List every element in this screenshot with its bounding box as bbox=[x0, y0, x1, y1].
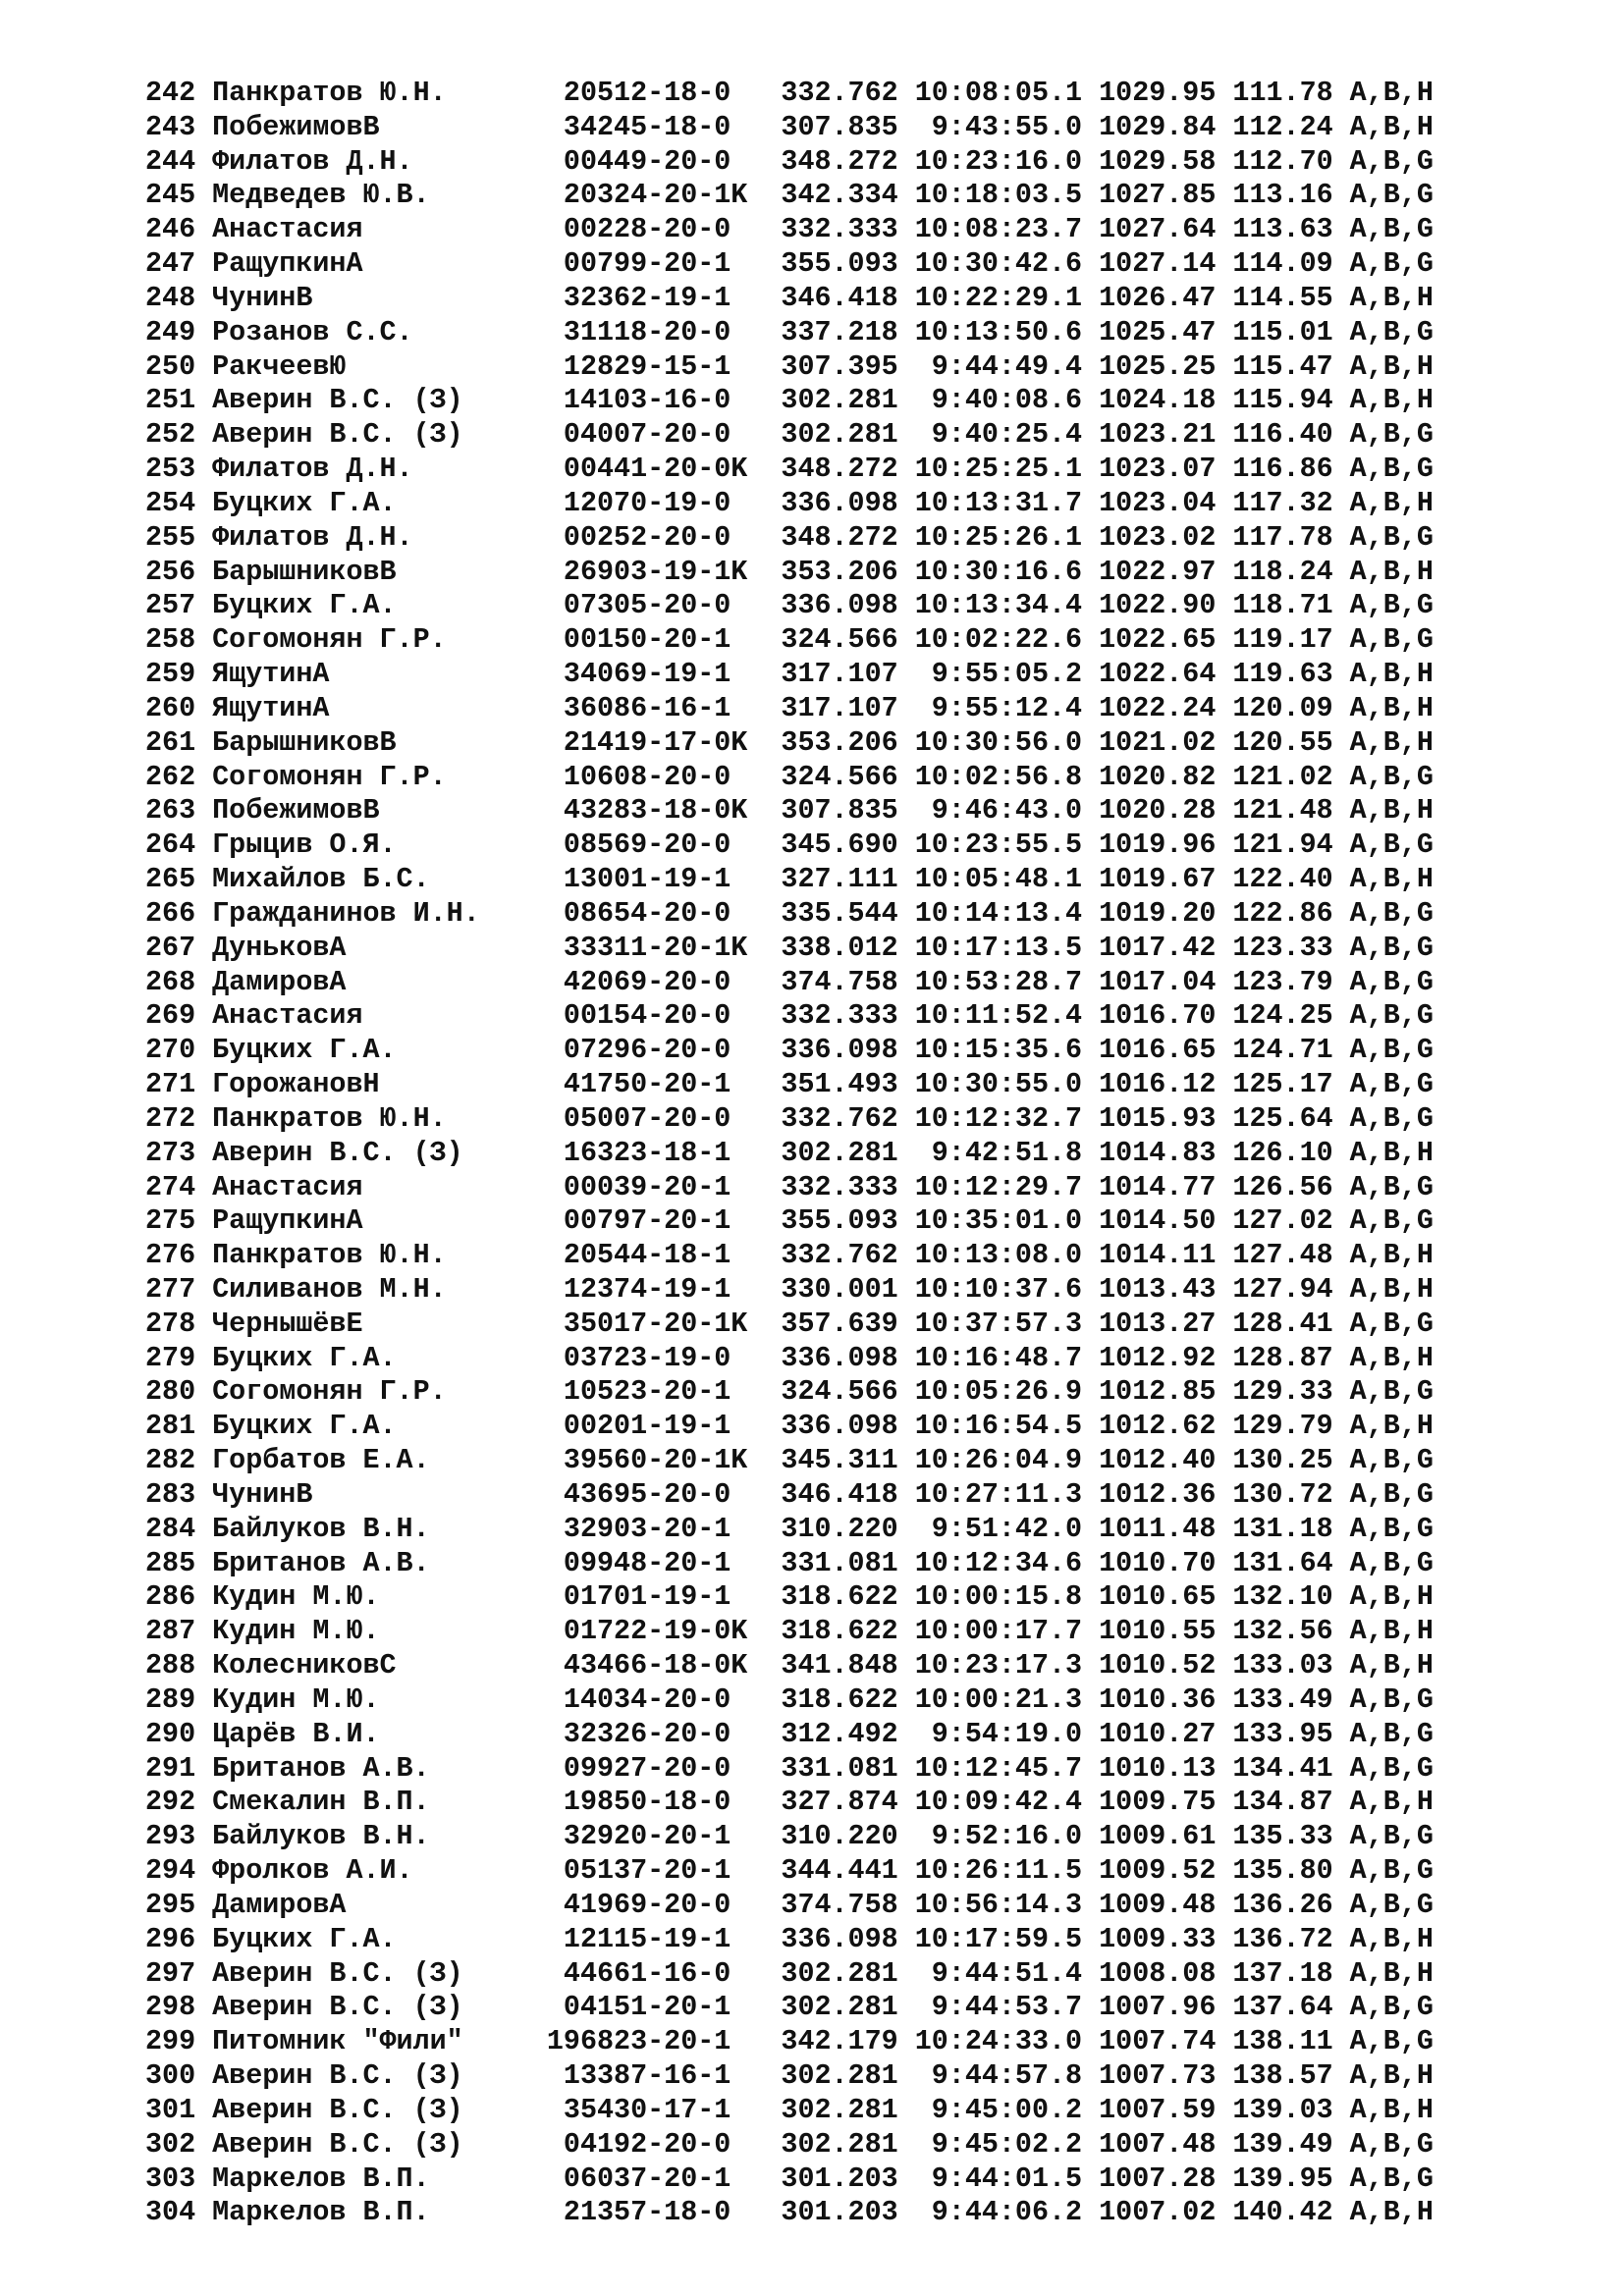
result-row: 242 Панкратов Ю.Н. 20512-18-0 332.762 10:08:05.1 1029.95 111.78 A,B,H bbox=[145, 77, 1434, 109]
result-row: 247 РащупкинА 00799-20-1 355.093 10:30:42.6 1027.14 114.09 A,B,G bbox=[145, 247, 1434, 281]
result-row: 276 Панкратов Ю.Н. 20544-18-1 332.762 10:13:08.0 1014.11 127.48 A,B,H bbox=[145, 1239, 1434, 1272]
result-row: 298 Аверин В.С. (З) 04151-20-1 302.281 9:44:53.7 1007.96 137.64 A,B,G bbox=[145, 1991, 1434, 2024]
result-row: 244 Филатов Д.Н. 00449-20-0 348.272 10:23:16.0 1029.58 112.70 A,B,G bbox=[145, 144, 1434, 178]
result-row: 300 Аверин В.С. (З) 13387-16-1 302.281 9:44:57.8 1007.73 138.57 A,B,H bbox=[145, 2059, 1434, 2093]
result-row: 292 Смекалин В.П. 19850-18-0 327.874 10:09:42.4 1009.75 134.87 A,B,H bbox=[145, 1786, 1434, 1819]
result-row: 278 ЧернышёвЕ 35017-20-1K 357.639 10:37:57.3 1013.27 128.41 A,B,G bbox=[145, 1307, 1434, 1340]
result-row: 264 Грыцив О.Я. 08569-20-0 345.690 10:23:55.5 1019.96 121.94 A,B,G bbox=[145, 828, 1434, 862]
result-row: 287 Кудин М.Ю. 01722-19-0K 318.622 10:00:17.7 1010.55 132.56 A,B,H bbox=[145, 1615, 1434, 1648]
result-row: 269 Анастасия 00154-20-0 332.333 10:11:52.4 1016.70 124.25 A,B,G bbox=[145, 999, 1434, 1033]
result-row: 277 Силиванов М.Н. 12374-19-1 330.001 10:10:37.6 1013.43 127.94 A,B,H bbox=[145, 1272, 1434, 1306]
result-row: 246 Анастасия 00228-20-0 332.333 10:08:23.7 1027.64 113.63 A,B,G bbox=[145, 213, 1434, 246]
result-row: 248 ЧунинВ 32362-19-1 346.418 10:22:29.1 1026.47 114.55 A,B,H bbox=[145, 281, 1434, 314]
result-row: 260 ЯщутинА 36086-16-1 317.107 9:55:12.4 1022.24 120.09 A,B,H bbox=[145, 691, 1434, 724]
result-row: 251 Аверин В.С. (З) 14103-16-0 302.281 9:40:08.6 1024.18 115.94 A,B,H bbox=[145, 384, 1434, 417]
result-row: 262 Согомонян Г.Р. 10608-20-0 324.566 10:02:56.8 1020.82 121.02 A,B,G bbox=[145, 760, 1434, 793]
result-row: 282 Горбатов Е.А. 39560-20-1K 345.311 10:26:04.9 1012.40 130.25 A,B,G bbox=[145, 1444, 1434, 1477]
result-row: 289 Кудин М.Ю. 14034-20-0 318.622 10:00:21.3 1010.36 133.49 A,B,G bbox=[145, 1682, 1434, 1716]
result-row: 261 БарышниковВ 21419-17-0K 353.206 10:30:56.0 1021.02 120.55 A,B,H bbox=[145, 725, 1434, 759]
result-row: 266 Гражданинов И.Н. 08654-20-0 335.544 10:14:13.4 1019.20 122.86 A,B,G bbox=[145, 896, 1434, 930]
result-row: 249 Розанов С.С. 31118-20-0 337.218 10:13:50.6 1025.47 115.01 A,B,G bbox=[145, 315, 1434, 348]
result-row: 288 КолесниковС 43466-18-0K 341.848 10:23:17.3 1010.52 133.03 A,B,H bbox=[145, 1649, 1434, 1682]
result-row: 243 ПобежимовВ 34245-18-0 307.835 9:43:55.0 1029.84 112.24 A,B,H bbox=[145, 110, 1434, 143]
result-row: 297 Аверин В.С. (З) 44661-16-0 302.281 9:44:51.4 1008.08 137.18 A,B,H bbox=[145, 1956, 1434, 1990]
result-row: 258 Согомонян Г.Р. 00150-20-1 324.566 10:02:22.6 1022.65 119.17 A,B,G bbox=[145, 623, 1434, 657]
result-row: 253 Филатов Д.Н. 00441-20-0K 348.272 10:25:25.1 1023.07 116.86 A,B,G bbox=[145, 453, 1434, 486]
result-row: 304 Маркелов В.П. 21357-18-0 301.203 9:44:06.2 1007.02 140.42 A,B,H bbox=[145, 2196, 1434, 2229]
result-row: 285 Британов А.В. 09948-20-1 331.081 10:12:34.6 1010.70 131.64 A,B,G bbox=[145, 1546, 1434, 1579]
result-row: 256 БарышниковВ 26903-19-1K 353.206 10:30:16.6 1022.97 118.24 A,B,H bbox=[145, 555, 1434, 588]
result-row: 267 ДуньковА 33311-20-1K 338.012 10:17:13.5 1017.42 123.33 A,B,G bbox=[145, 931, 1434, 964]
result-row: 275 РащупкинА 00797-20-1 355.093 10:35:01.0 1014.50 127.02 A,B,G bbox=[145, 1204, 1434, 1238]
result-row: 257 Буцких Г.А. 07305-20-0 336.098 10:13:34.4 1022.90 118.71 A,B,G bbox=[145, 589, 1434, 622]
result-row: 268 ДамировА 42069-20-0 374.758 10:53:28.7 1017.04 123.79 A,B,G bbox=[145, 965, 1434, 998]
result-row: 301 Аверин В.С. (З) 35430-17-1 302.281 9:45:00.2 1007.59 139.03 A,B,H bbox=[145, 2093, 1434, 2126]
result-row: 255 Филатов Д.Н. 00252-20-0 348.272 10:25:26.1 1023.02 117.78 A,B,G bbox=[145, 520, 1434, 554]
result-row: 291 Британов А.В. 09927-20-0 331.081 10:12:45.7 1010.13 134.41 A,B,G bbox=[145, 1751, 1434, 1785]
result-row: 254 Буцких Г.А. 12070-19-0 336.098 10:13:31.7 1023.04 117.32 A,B,H bbox=[145, 486, 1434, 519]
result-row: 265 Михайлов Б.С. 13001-19-1 327.111 10:05:48.1 1019.67 122.40 A,B,H bbox=[145, 863, 1434, 896]
result-row: 286 Кудин М.Ю. 01701-19-1 318.622 10:00:15.8 1010.65 132.10 A,B,H bbox=[145, 1580, 1434, 1614]
result-row: 294 Фролков А.И. 05137-20-1 344.441 10:26:11.5 1009.52 135.80 A,B,G bbox=[145, 1854, 1434, 1888]
result-row: 250 РакчеевЮ 12829-15-1 307.395 9:44:49.4 1025.25 115.47 A,B,H bbox=[145, 349, 1434, 383]
result-row: 252 Аверин В.С. (З) 04007-20-0 302.281 9:40:25.4 1023.21 116.40 A,B,G bbox=[145, 418, 1434, 452]
result-row: 303 Маркелов В.П. 06037-20-1 301.203 9:44:01.5 1007.28 139.95 A,B,G bbox=[145, 2162, 1434, 2195]
result-row: 245 Медведев Ю.В. 20324-20-1K 342.334 10:18:03.5 1027.85 113.16 A,B,G bbox=[145, 179, 1434, 212]
result-row: 299 Питомник "Фили" 196823-20-1 342.179 10:24:33.0 1007.74 138.11 A,B,G bbox=[145, 2025, 1434, 2058]
result-row: 283 ЧунинВ 43695-20-0 346.418 10:27:11.3 1012.36 130.72 A,B,G bbox=[145, 1477, 1434, 1511]
result-row: 280 Согомонян Г.Р. 10523-20-1 324.566 10:05:26.9 1012.85 129.33 A,B,G bbox=[145, 1375, 1434, 1409]
result-row: 295 ДамировА 41969-20-0 374.758 10:56:14.3 1009.48 136.26 A,B,G bbox=[145, 1888, 1434, 1921]
result-row: 284 Байлуков В.Н. 32903-20-1 310.220 9:51:42.0 1011.48 131.18 A,B,G bbox=[145, 1512, 1434, 1545]
result-row: 274 Анастасия 00039-20-1 332.333 10:12:29.7 1014.77 126.56 A,B,G bbox=[145, 1170, 1434, 1203]
result-row: 273 Аверин В.С. (З) 16323-18-1 302.281 9:42:51.8 1014.83 126.10 A,B,H bbox=[145, 1136, 1434, 1169]
result-row: 290 Царёв В.И. 32326-20-0 312.492 9:54:19.0 1010.27 133.95 A,B,G bbox=[145, 1717, 1434, 1750]
result-row: 270 Буцких Г.А. 07296-20-0 336.098 10:15:35.6 1016.65 124.71 A,B,G bbox=[145, 1034, 1434, 1067]
result-row: 271 ГорожановН 41750-20-1 351.493 10:30:55.0 1016.12 125.17 A,B,G bbox=[145, 1068, 1434, 1101]
results-listing bbox=[145, 77, 1559, 2230]
result-row: 263 ПобежимовВ 43283-18-0K 307.835 9:46:43.0 1020.28 121.48 A,B,H bbox=[145, 794, 1434, 828]
result-row: 259 ЯщутинА 34069-19-1 317.107 9:55:05.2 1022.64 119.63 A,B,H bbox=[145, 658, 1434, 691]
result-row: 296 Буцких Г.А. 12115-19-1 336.098 10:17:59.5 1009.33 136.72 A,B,H bbox=[145, 1922, 1434, 1955]
result-row: 302 Аверин В.С. (З) 04192-20-0 302.281 9:45:02.2 1007.48 139.49 A,B,G bbox=[145, 2127, 1434, 2161]
result-row: 279 Буцких Г.А. 03723-19-0 336.098 10:16:48.7 1012.92 128.87 A,B,H bbox=[145, 1341, 1434, 1374]
result-row: 293 Байлуков В.Н. 32920-20-1 310.220 9:52:16.0 1009.61 135.33 A,B,G bbox=[145, 1820, 1434, 1853]
result-row: 272 Панкратов Ю.Н. 05007-20-0 332.762 10:12:32.7 1015.93 125.64 A,B,G bbox=[145, 1101, 1434, 1135]
result-row: 281 Буцких Г.А. 00201-19-1 336.098 10:16:54.5 1012.62 129.79 A,B,H bbox=[145, 1410, 1434, 1443]
